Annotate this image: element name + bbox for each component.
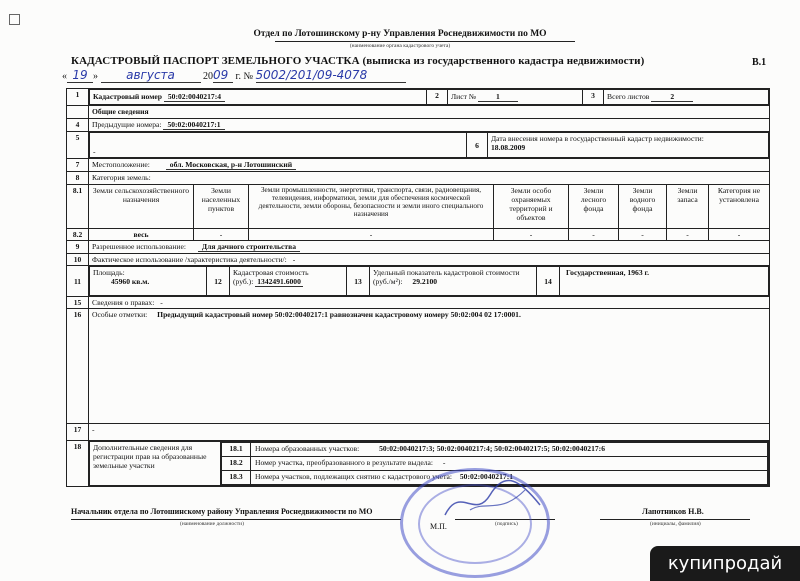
- prev-numbers-value: 50:02:0040217:1: [163, 120, 224, 130]
- row-num: 11: [67, 266, 89, 297]
- signature-caption: (подпись): [495, 521, 518, 527]
- cad-number-label: Кадастровый номер: [93, 92, 162, 101]
- signer-name: Лапотников Н.В.: [642, 507, 704, 516]
- cost-unit: (руб.):: [233, 277, 254, 286]
- entry-date-label: Дата внесения номера в государственный кадастр недвижимости:: [491, 134, 704, 143]
- cost-value: 1342491.6000: [257, 277, 301, 286]
- ownership-value: Государственная, 1963 г.: [560, 267, 769, 296]
- transformed-plot-label: Номер участка, преобразованного в результате выдела:: [255, 458, 434, 467]
- row-num: 8.2: [67, 229, 89, 241]
- row-num: 15: [67, 297, 89, 309]
- entry-date-value: 18.08.2009: [491, 143, 526, 152]
- category-header: Земли лесного фонда: [569, 185, 619, 229]
- row-num: 8: [67, 172, 89, 185]
- watermark-logo: купипродай: [650, 546, 800, 581]
- permitted-use-label: Разрешенное использование:: [92, 242, 186, 251]
- handwritten-signature: [440, 475, 550, 525]
- cell-num: 14: [537, 267, 560, 296]
- category-value: -: [569, 229, 619, 241]
- row-num: 17: [67, 424, 89, 441]
- doc-number: 5002/201/09-4078: [256, 68, 406, 83]
- row-num: 16: [67, 309, 89, 424]
- date-year-prefix: 20: [203, 71, 213, 82]
- date-year-label: г.: [235, 71, 241, 82]
- row-num: 1: [67, 89, 89, 106]
- category-value: -: [249, 229, 494, 241]
- row-num: 4: [67, 119, 89, 132]
- transformed-plot-value: -: [442, 458, 446, 467]
- organ-name: Отдел по Лотошинскому р-ну Управления Роснедвижимости по МО: [253, 29, 547, 39]
- organ-underline: [275, 41, 575, 42]
- category-header: Земли населенных пунктов: [194, 185, 249, 229]
- category-header: Земли промышленности, энергетики, транспорта, связи, радиовещания, телевидения, информатики, земли для обеспечения космической деятельности, земли обороны, безопасности и земли иного специального назначения: [249, 185, 494, 229]
- issue-date-line: « 19 » августа 2009 г. № 5002/201/09-4078: [62, 68, 406, 83]
- cell-num: 12: [207, 267, 230, 296]
- row5-value: -: [90, 133, 467, 158]
- cell-num: 2: [427, 90, 448, 105]
- cell-num: 13: [347, 267, 370, 296]
- total-sheets-value: 2: [651, 92, 693, 102]
- category-header: Земли особо охраняемых территорий и объектов: [494, 185, 569, 229]
- prev-numbers-label: Предыдущие номера:: [92, 120, 162, 129]
- formed-plots-label: Номера образованных участков:: [255, 444, 360, 453]
- name-underline: [600, 519, 750, 520]
- category-header: Земли водного фонда: [619, 185, 667, 229]
- cell-num: 18.2: [222, 457, 251, 471]
- document-title: КАДАСТРОВЫЙ ПАСПОРТ ЗЕМЕЛЬНОГО УЧАСТКА (выписка из государственного кадастра недвижимости): [71, 55, 645, 67]
- position-underline: [71, 519, 401, 520]
- cell-num: 18.3: [222, 471, 251, 485]
- category-value: весь: [89, 229, 194, 241]
- actual-use-label: Фактическое использование /характеристика деятельности/:: [92, 255, 287, 264]
- category-value: -: [619, 229, 667, 241]
- special-notes-label: Особые отметки:: [92, 310, 148, 319]
- rights-value: -: [160, 298, 163, 307]
- row-num: 7: [67, 159, 89, 172]
- date-day: 19: [67, 68, 93, 83]
- row17-value: -: [89, 424, 770, 441]
- formed-plots-value: 50:02:0040217:3; 50:02:0040217:4; 50:02:0040217:5; 50:02:0040217:6: [379, 444, 606, 453]
- form-code: В.1: [752, 57, 767, 68]
- category-header: Земли сельскохозяйственного назначения: [89, 185, 194, 229]
- general-heading: Общие сведения: [89, 106, 770, 119]
- category-value: -: [709, 229, 770, 241]
- cell-num: 3: [583, 90, 604, 105]
- category-header: Категория не установлена: [709, 185, 770, 229]
- cost-label: Кадастровая стоимость: [233, 268, 309, 277]
- category-header: Земли запаса: [667, 185, 709, 229]
- special-notes-value: Предыдущий кадастровый номер 50:02:0040217:1 равнозначен кадастровому номеру 50:02:004 02 17:0001.: [157, 310, 521, 319]
- removed-plots-label: Номера участков, подлежащих снятию с кадастрового учета:: [255, 472, 452, 481]
- specific-value-label: Удельный показатель кадастровой стоимости (руб./м²):: [373, 268, 520, 286]
- doc-number-label: №: [243, 71, 254, 82]
- stamp-place-label: М.П.: [430, 522, 447, 531]
- sheet-label: Лист №: [451, 92, 477, 101]
- organ-caption: (наименование органа кадастрового учета): [349, 43, 451, 49]
- specific-value: 29.2100: [412, 277, 438, 286]
- removed-plots-value: 50:02:0040217:1: [459, 472, 514, 481]
- category-value: -: [667, 229, 709, 241]
- area-value: 45960 кв.м.: [111, 277, 150, 286]
- additional-info-label: Дополнительные сведения для регистрации прав на образованные земельные участки: [90, 442, 221, 486]
- land-category-label: Категория земель:: [89, 172, 770, 185]
- row-num: 10: [67, 254, 89, 266]
- date-year-suffix: 09: [213, 68, 233, 83]
- category-value: -: [494, 229, 569, 241]
- category-value: -: [194, 229, 249, 241]
- cell-num: 18.1: [222, 443, 251, 457]
- rights-label: Сведения о правах:: [92, 298, 155, 307]
- corner-mark: [9, 14, 20, 25]
- row-num: 8.1: [67, 185, 89, 229]
- cell-num: 6: [467, 133, 488, 158]
- location-value: обл. Московская, р-н Лотошинский: [166, 160, 296, 170]
- row-num: 5: [67, 132, 89, 159]
- passport-table: [66, 88, 770, 487]
- signer-position: Начальник отдела по Лотошинскому району Управления Роснедвижимости по МО: [71, 507, 373, 516]
- sheet-value: 1: [478, 92, 518, 102]
- row-num: 18: [67, 441, 89, 487]
- name-caption: (инициалы, фамилия): [650, 521, 701, 527]
- area-label: Площадь:: [93, 268, 125, 277]
- cad-number-value: 50:02:0040217:4: [164, 92, 225, 102]
- position-caption: (наименование должности): [180, 521, 244, 527]
- location-label: Местоположение:: [92, 160, 150, 169]
- row-num: 9: [67, 241, 89, 254]
- total-sheets-label: Всего листов: [607, 92, 650, 101]
- date-month: августа: [101, 68, 201, 83]
- permitted-use-value: Для дачного строительства: [198, 242, 300, 252]
- actual-use-value: -: [292, 255, 296, 264]
